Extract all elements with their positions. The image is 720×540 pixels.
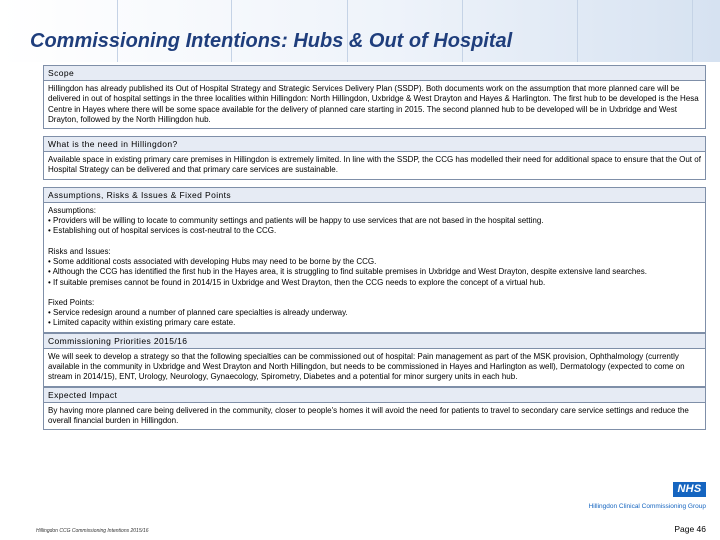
nhs-logo: NHS: [673, 482, 706, 497]
risk-item: • If suitable premises cannot be found in 2014/15 in Uxbridge and West Drayton, then the CCG needs to explore the concept of a virtual hub.: [48, 277, 546, 287]
scope-section: [43, 65, 706, 129]
header-grid-line: [577, 0, 578, 62]
page-number: Page 46: [674, 524, 706, 534]
scope-text: Hillingdon has already published its Out of Hospital Strategy and Strategic Services Delivery Plan (SSDP). Both documents work on the assumption that more planned care will be delivered in out of hospital settings in the three localities within Hillingdon: North Hillingdon, Uxbridge & West Drayton and Hayes & Harlington. The first hub to be developed is the Hesa Centre in Hayes where there will be some space available for the delivery of planned care starting in 2015. The second planned hub to be developed will be in Uxbridge and West Drayton, followed by the North Hillingdon hub.: [48, 84, 699, 124]
priorities-body: [43, 349, 706, 387]
need-text: Available space in existing primary care premises in Hillingdon is extremely limited. In line with the SSDP, the CCG has modelled their need for additional space to ensure that the Out of Hospital Strategy can be delivered and that primary care services are sustainable.: [48, 155, 701, 175]
org-name: Hillingdon Clinical Commissioning Group: [588, 503, 706, 510]
priorities-heading: Commissioning Priorities 2015/16: [43, 333, 706, 349]
impact-heading: Expected Impact: [43, 387, 706, 403]
header-grid-line: [692, 0, 693, 62]
risks-title: Risks and Issues:: [48, 246, 111, 256]
impact-text: By having more planned care being delivered in the community, closer to people's homes it will avoid the need for patients to travel to secondary care service settings and reduce the overall financial burden in Hillingdon.: [48, 405, 689, 425]
fixed-point-item: • Limited capacity within existing primary care estate.: [48, 318, 236, 328]
impact-body: [43, 403, 706, 431]
footer-document-title: Hillingdon CCG Commissioning Intentions 2015/16: [36, 528, 149, 534]
assumption-item: • Providers will be willing to locate to community settings and patients will be happy to use services that are not based in the hospital setting.: [48, 216, 544, 226]
assumptions-body: [43, 203, 706, 333]
priorities-text: We will seek to develop a strategy so that the following specialties can be commissioned out of hospital: Pain management as part of the MSK provision, Ophthalmology (currently available in the community in Uxbridge and West Drayton and North Hillingdon, but needs to be commissioned in Hayes and Harlington as well), Dermatology (expected to come on stream in 2014/15), ENT, Urology, Neurology, Gynaecology, Spirometry, Diabetes and a potential for minor surgery units in each hub.: [48, 351, 685, 382]
need-heading: What is the need in Hillingdon?: [43, 136, 706, 152]
assumptions-section: [43, 187, 706, 333]
assumptions-title: Assumptions:: [48, 205, 97, 215]
impact-section: [43, 387, 706, 431]
risk-item: • Although the CCG has identified the first hub in the Hayes area, it is struggling to find suitable premises in Uxbridge and West Drayton, despite extensive land searches.: [48, 267, 647, 277]
assumptions-heading: Assumptions, Risks & Issues & Fixed Points: [43, 187, 706, 203]
assumption-item: • Establishing out of hospital services is cost-neutral to the CCG.: [48, 226, 277, 236]
risk-item: • Some additional costs associated with developing Hubs may need to be borne by the CCG.: [48, 256, 377, 266]
scope-body: [43, 81, 706, 129]
fixed-point-item: • Service redesign around a number of planned care specialties is already underway.: [48, 308, 348, 318]
need-body: [43, 152, 706, 180]
fixed-points-title: Fixed Points:: [48, 297, 95, 307]
need-section: [43, 136, 706, 180]
content-area: [43, 65, 706, 430]
priorities-section: [43, 333, 706, 387]
scope-heading: Scope: [43, 65, 706, 81]
page-title: Commissioning Intentions: Hubs & Out of Hospital: [30, 30, 513, 52]
